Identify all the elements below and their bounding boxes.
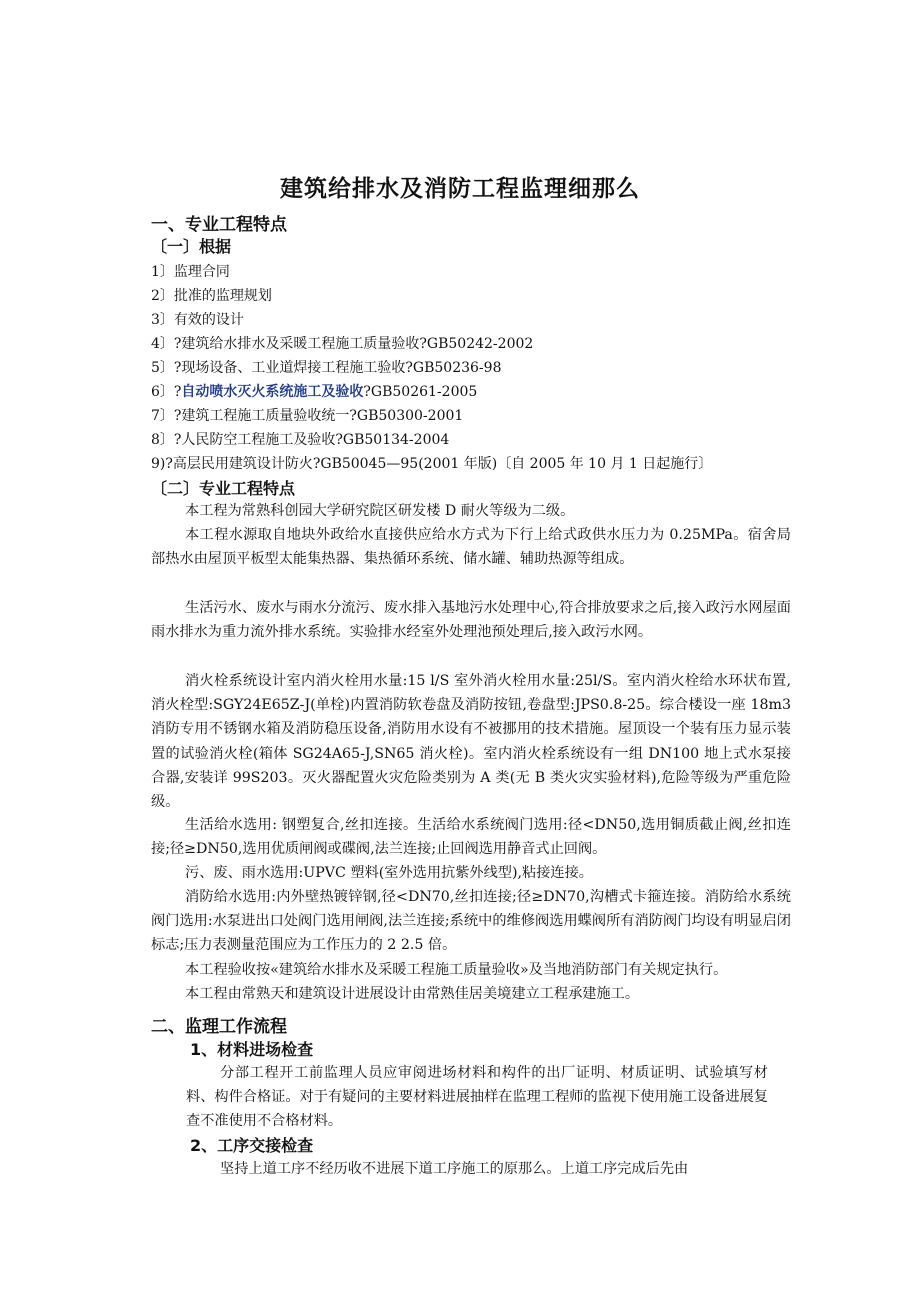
section2-heading: 二、监理工作流程 xyxy=(151,1017,287,1037)
paragraph: 本工程由常熟天和建筑设计进展设计由常熟佳居美境建立工程承建施工。 xyxy=(185,986,640,1002)
subsection-heading: 2、工序交接检查 xyxy=(190,1136,314,1155)
paragraph: 生活给水选用: 钢塑复合,丝扣连接。生活给水系统阀门选用:径<DN50,选用铜质截止阀,丝扣连接;径≥DN50,选用优质闸阀或碟阀,法兰连接;止回阀选用静音式止回阀。 xyxy=(151,817,791,858)
section1-heading: 一、专业工程特点 xyxy=(151,215,287,235)
paragraph: 本工程水源取自地块外政给水直接供应给水方式为下行上给式政供水压力为 0.25MPa。宿舍局部热水由屋顶平板型太能集热器、集热循环系统、储水罐、辅助热源等组成。 xyxy=(151,527,791,568)
paragraph: 本工程验收按«建筑给水排水及采暖工程施工质量验收»及当地消防部门有关规定执行。 xyxy=(185,962,728,978)
basis-item-prefix: 6〕? xyxy=(151,384,182,400)
basis-item xyxy=(151,381,477,401)
paragraph: 本工程为常熟科创园大学研究院区研发楼 D 耐火等级为二级。 xyxy=(185,503,575,519)
paragraph: 分部工程开工前监理人员应审阅进场材料和构件的出厂证明、材质证明、试验填写材料、构件合格证。对于有疑问的主要材料进展抽样在监理工程师的监视下使用施工设备进展复查不准使用不合格材料。 xyxy=(186,1065,768,1130)
page-title: 建筑给排水及消防工程监理细那么 xyxy=(280,176,640,202)
basis-item: 9)?高层民用建筑设计防火?GB50045—95(2001 年版)〔自 2005 年 10 月 1 日起施行〕 xyxy=(151,456,713,472)
subsection-heading: 1、材料进场检查 xyxy=(190,1040,314,1059)
basis-item: 8〕?人民防空工程施工及验收?GB50134-2004 xyxy=(151,432,450,448)
basis-item: 5〕?现场设备、工业道焊接工程施工验收?GB50236-98 xyxy=(151,360,502,376)
paragraph: 污、废、雨水选用:UPVC 塑料(室外选用抗紫外线型),粘接连接。 xyxy=(185,865,593,881)
basis-item: 4〕?建筑给水排水及采暖工程施工质量验收?GB50242-2002 xyxy=(151,336,534,352)
basis-item-suffix: ?GB50261-2005 xyxy=(363,384,478,400)
paragraph: 消火栓系统设计室内消火栓用水量:15 l/S 室外消火栓用水量:25l/S。室内消火栓给水环状布置, 消火栓型:SGY24E65Z-J(单栓)内置消防软卷盘及消防按钮,卷盘型:JPS0.8-25。综合楼设一座 18m3 消防专用不锈钢水箱及消防稳压设备,消防用水设有不被挪用的技术措施。屋顶设一个装有压力显示装置的试验消火栓(箱体 SG24A65-J,SN65 消火栓)。室内消火栓系统设有一组 DN100 地上式水泵接合器,安装详 99S203。灭火器配置火灾危险类别为 A 类(无 B 类火灾实验材料),危险等级为严重危险级。 xyxy=(151,673,791,811)
basis-item: 7〕?建筑工程施工质量验收统一?GB50300-2001 xyxy=(151,408,464,424)
paragraph: 消防给水选用:内外壁热镀锌钢,径<DN70,丝扣连接;径≥DN70,沟槽式卡箍连接。消防给水系统阀门选用:水泵进出口处阀门选用闸阀,法兰连接;系统中的维修阀选用蝶阀所有消防阀门均设有明显启闭标志;压力表测量范围应为工作压力的 2 2.5 倍。 xyxy=(151,889,791,954)
paragraph: 坚持上道工序不经历收不进展下道工序施工的原那么。上道工序完成后先由 xyxy=(220,1161,689,1177)
features-heading: 〔二〕专业工程特点 xyxy=(151,479,296,498)
basis-item: 1〕监理合同 xyxy=(151,264,230,280)
basis-heading: 〔一〕根据 xyxy=(151,237,232,256)
basis-item-link[interactable]: 自动喷水灭火系统施工及验收 xyxy=(181,384,364,400)
paragraph: 生活污水、废水与雨水分流污、废水排入基地污水处理中心,符合排放要求之后,接入政污水网屋面雨水排水为重力流外排水系统。实验排水经室外处理池预处理后,接入政污水网。 xyxy=(151,600,791,641)
basis-item: 2〕批准的监理规划 xyxy=(151,288,272,304)
basis-item: 3〕有效的设计 xyxy=(151,312,244,328)
